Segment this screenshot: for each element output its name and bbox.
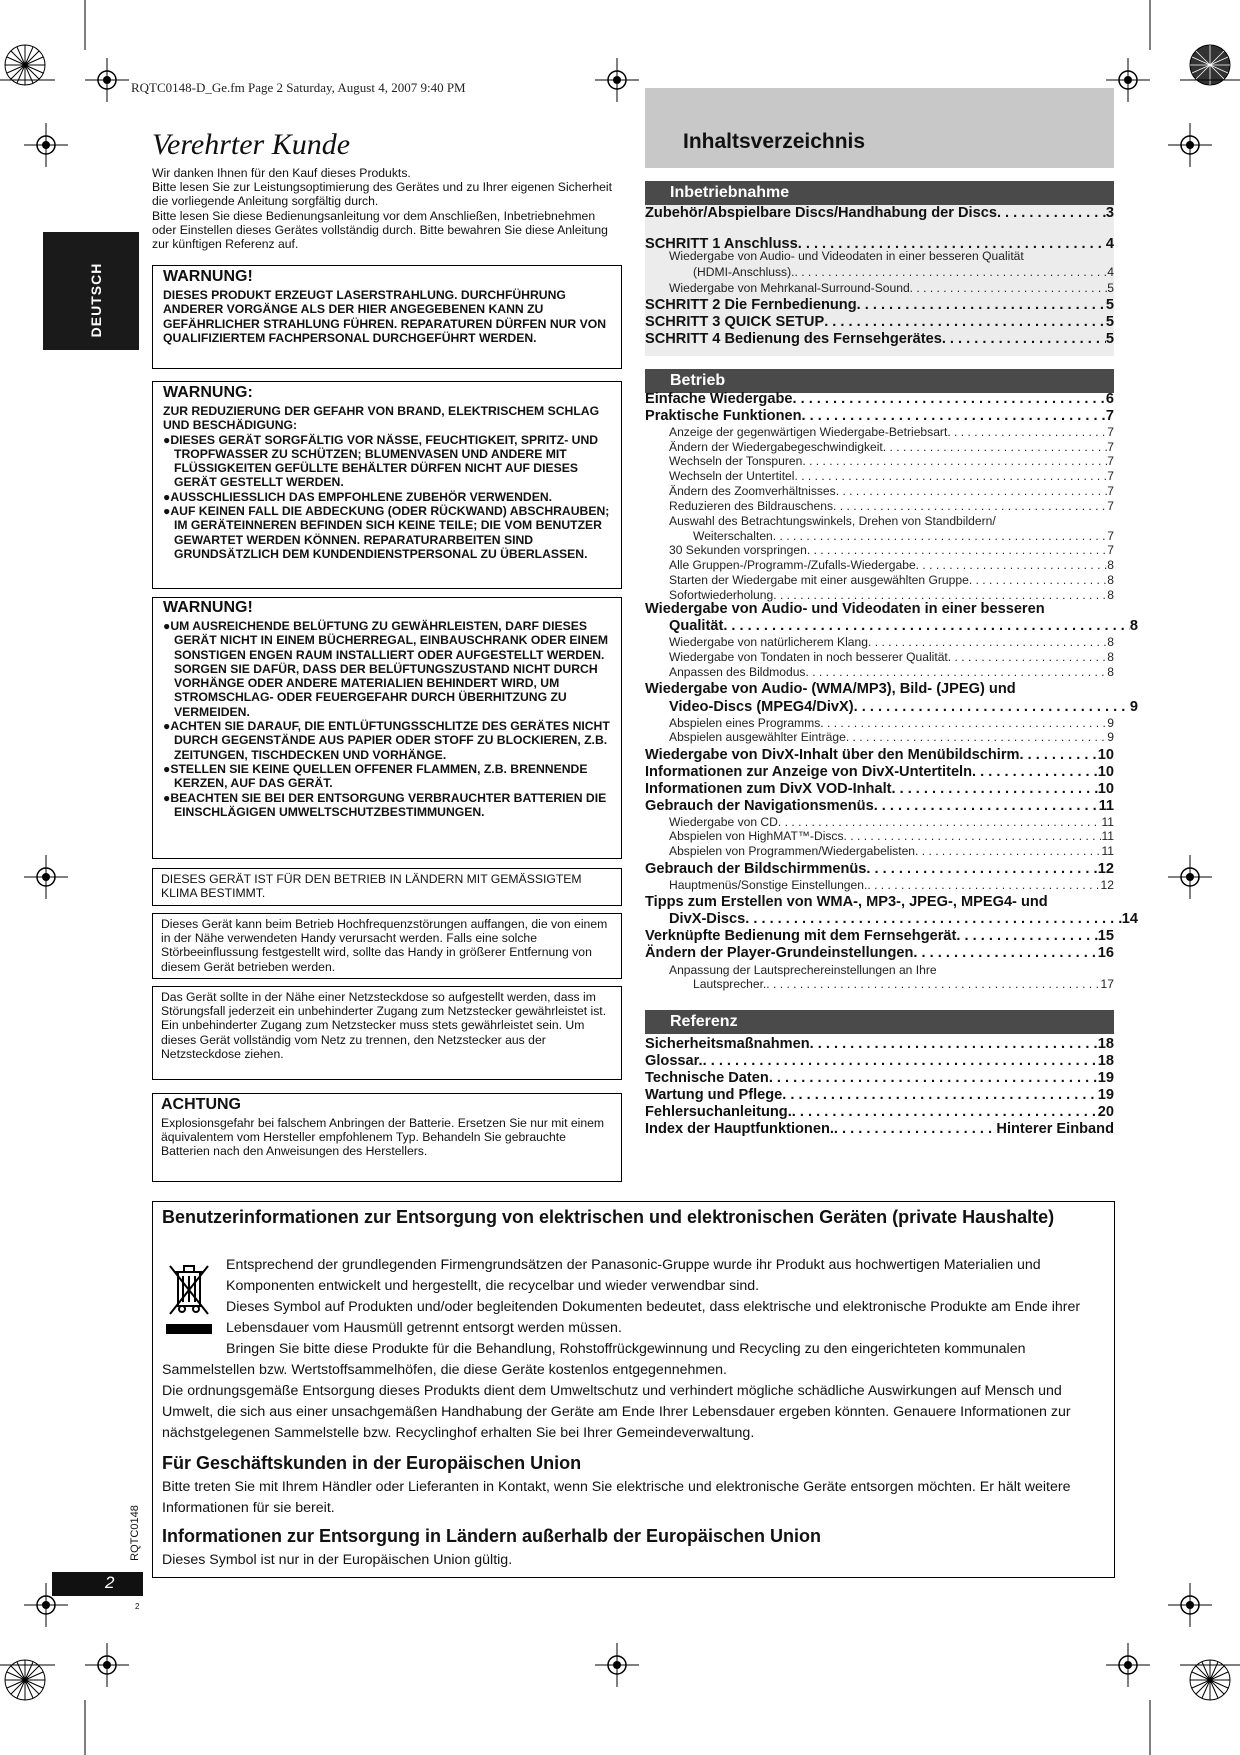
toc-leader-dots [773,588,1107,602]
toc-entry [645,894,1114,910]
toc-entry [645,331,1114,347]
page-number-bar [52,1572,143,1596]
disposal-paragraph: Entsprechend der grundlegenden Firmengrundsätzen der Panasonic-Gruppe wurde ihr Produkt aus hochwertigen Materialien und Komponenten entwickelt und hergestellt, die recycelbar und wieder verwendbar sind. [226,1257,1041,1294]
toc-page-number: 7 [1107,484,1114,498]
toc-page-number: 7 [1107,454,1114,468]
socket-note: Das Gerät sollte in der Nähe einer Netzsteckdose so aufgestellt werden, dass im Störungsfall jederzeit ein unbehinderter Zugang zum Netzstecker gewährleistet ist. [161,990,607,1019]
toc-entry-title: Abspielen von Programmen/Wiedergabelisten [669,844,916,858]
toc-page-number: 10 [1097,764,1114,780]
toc-page-number: 11 [1101,815,1114,829]
toc-entry [645,878,1114,892]
toc-entry [645,635,1114,649]
toc-header-bar [645,88,1114,168]
toc-leader-dots [773,529,1107,543]
warning-item: ●AUSSCHLIESSLICH DAS EMPFOHLENE ZUBEHÖR VERWENDEN. [163,489,553,504]
toc-page-number: 8 [1107,650,1114,664]
toc-entry-title: Anpassen des Bildmodus [669,665,806,679]
toc-page-number: 7 [1107,499,1114,513]
business-paragraph: Bitte treten Sie mit Ihrem Händler oder Lieferanten in Kontakt, wenn Sie elektrische und elektronische Geräte entsorgen möchten. Er hält weitere Informationen für sie bereit. [162,1479,1071,1516]
toc-entry-title: Wiedergabe von Audio- (WMA/MP3), Bild- (JPEG) und [645,681,1016,697]
toc-page-number: 3 [1105,205,1114,221]
toc-leader-dots [794,469,1107,483]
fire-warning-box [152,381,622,589]
toc-entry [645,454,1114,468]
toc-entry-title: Hauptmenüs/Sonstige Einstellungen. [669,878,868,892]
climate-note: DIESES GERÄT IST FÜR DEN BETRIEB IN LÄNDERN MIT GEMÄSSIGTEM KLIMA BESTIMMT. [161,872,582,901]
toc-entry-title: SCHRITT 3 QUICK SETUP [645,314,825,330]
toc-section-betrieb: Betrieb [645,369,1114,393]
toc-entry [645,730,1114,744]
toc-entry [645,963,1114,977]
toc-leader-dots [1020,747,1098,763]
toc-entry-title: SCHRITT 4 Bedienung des Fernsehgerätes [645,331,942,347]
toc-entry [645,1070,1114,1086]
toc-entry [645,747,1114,763]
toc-page-number: Hinterer Einband [996,1121,1114,1137]
toc-entry-title: Ändern der Player-Grundeinstellungen [645,945,914,961]
crossed-bin-icon [164,1262,214,1336]
toc-entry-title: Lautsprecher. [693,977,767,991]
disposal-paragraph: Die ordnungsgemäße Entsorgung dieses Produkts dient dem Umweltschutz und verhindert mögliche schädliche Auswirkungen auf Mensch und Umwelt, die sich aus einer unsachgemäßen Handhabung der Geräte am Ende Ihrer Lebensdauer ergeben könnten. Genauere Informationen zur nächstgelegenen Sammelstelle bzw. Recyclinghof erhalten Sie bei Ihrer Gemeindeverwaltung. [162,1383,1071,1441]
toc-entry-title: Alle Gruppen-/Programm-/Zufalls-Wiedergabe [669,558,916,572]
toc-page-number: 8 [1107,635,1114,649]
toc-entry [645,1087,1114,1103]
toc-entry-title: Gebrauch der Navigationsmenüs [645,798,874,814]
toc-entry [645,440,1114,454]
warning-item: ●STELLEN SIE KEINE QUELLEN OFFENER FLAMMEN, Z.B. BRENNENDE KERZEN, AUF DAS GERÄT. [163,761,588,791]
toc-page-number: 19 [1097,1087,1114,1103]
toc-page-number: 5 [1105,314,1114,330]
intro-line: Bitte lesen Sie zur Leistungsoptimierung des Gerätes und zu Ihrer eigenen Sicherheit die vorliegende Anleitung sorgfältig durch. [152,180,613,209]
toc-page-number: 8 [1107,665,1114,679]
toc-entry [645,699,1138,715]
toc-entry [645,314,1114,330]
toc-entry [645,281,1114,295]
toc-entry [645,618,1138,634]
toc-page-number: 9 [1129,699,1138,715]
toc-entry [645,391,1114,407]
toc-entry [645,844,1114,858]
toc-leader-dots [947,425,1107,439]
toc-entry [645,829,1114,843]
document-code: RQTC0148 [129,1505,141,1561]
disposal-title: Benutzerinformationen zur Entsorgung von elektrischen und elektronischen Geräten (private Haushalte) [162,1207,1055,1227]
toc-leader-dots [807,543,1107,557]
toc-page-number: 14 [1121,911,1138,927]
toc-leader-dots [916,558,1108,572]
toc-page-number: 12 [1100,878,1114,892]
toc-entry-title: DivX-Discs [669,911,746,927]
toc-entry [645,205,1114,221]
toc-entry-title: Einfache Wiedergabe [645,391,793,407]
toc-entry [645,1036,1114,1052]
warning-lead: ZUR REDUZIERUNG DER GEFAHR VON BRAND, ELEKTRISCHEM SCHLAG UND BESCHÄDIGUNG: [163,404,600,433]
toc-leader-dots [703,1053,1098,1069]
toc-leader-dots [969,573,1107,587]
toc-entry-title: Abspielen eines Programms [669,716,821,730]
toc-page-number: 7 [1107,543,1114,557]
climate-note-box [152,868,622,906]
toc-page-number: 7 [1107,440,1114,454]
toc-leader-dots [769,1070,1098,1086]
toc-entry-title: (HDMI-Anschluss). [693,265,795,279]
warning-list [163,433,611,562]
toc-entry-title: Starten der Wiedergabe mit einer ausgewählten Gruppe [669,573,969,587]
toc-entry-title: Informationen zum DivX VOD-Inhalt [645,781,892,797]
toc-section-referenz: Referenz [645,1010,1114,1034]
toc-leader-dots [836,484,1108,498]
toc-leader-dots [866,861,1097,877]
business-heading: Für Geschäftskunden in der Europäischen Union [162,1453,582,1473]
toc-entry-title: Auswahl des Betrachtungswinkels, Drehen von Standbildern/ [669,514,996,528]
caution-text: Explosionsgefahr bei falschem Anbringen der Batterie. Ersetzen Sie nur mit einem äquivalentem vom Hersteller empfohlenem Typ. Behandeln Sie gebrauchte Batterien nach den Anweisungen des Herstellers. [161,1116,605,1159]
toc-entry [645,425,1114,439]
toc-leader-dots [723,618,1130,634]
toc-entry-title: Weiterschalten [693,529,773,543]
toc-leader-dots [834,1121,997,1137]
toc-page-number: 9 [1107,730,1114,744]
toc-page-number: 15 [1097,928,1114,944]
toc-entry-title: Ändern der Wiedergabegeschwindigkeit [669,440,883,454]
toc-page-number: 11 [1101,844,1114,858]
toc-entry-title: Index der Hauptfunktionen. [645,1121,834,1137]
toc-page-number: 16 [1097,945,1114,961]
toc-page-number: 7 [1107,425,1114,439]
toc-entry-title: Abspielen ausgewählter Einträge [669,730,846,744]
toc-entry [645,543,1114,557]
toc-leader-dots [802,408,1106,424]
warning-item: ●UM AUSREICHENDE BELÜFTUNG ZU GEWÄHRLEISTEN, DARF DIESES GERÄT NICHT IN EINEM BÜCHERREGAL, EINBAUSCHRANK ODER EINEM SONSTIGEN ENGEN RAUM INSTALLIERT ODER AUFGESTELLT WERDEN. SORGEN SIE DAFÜR, DASS DER BELÜFTUNGSZUSTAND NICHT DURCH VORHÄNGE ODER ANDERE MATERIALIEN BEHINDERT WIRD, UM STROMSCHLAG- ODER FEUERGEFAHR DURCH ÜBERHITZUNG ZU VERMEIDEN. [163,619,609,719]
disposal-paragraph: Dieses Symbol auf Produkten und/oder begleitenden Dokumenten bedeutet, dass elektrische und elektronische Produkte am Ende ihrer Lebensdauer vom Hausmüll getrennt entsorgt werden müssen. [226,1299,1081,1336]
toc-entry [645,928,1114,944]
toc-entry-title: Anzeige der gegenwärtigen Wiedergabe-Betriebsart [669,425,948,439]
toc-page-number: 5 [1107,281,1114,295]
toc-entry-title: Praktische Funktionen [645,408,802,424]
toc-page-number: 7 [1105,408,1114,424]
toc-page-number: 4 [1107,265,1114,279]
toc-entry [645,249,1114,263]
toc-entry [645,529,1114,543]
warning-title: WARNUNG! [163,599,253,616]
toc-page-number: 19 [1097,1070,1114,1086]
toc-entry [645,861,1114,877]
toc-page-number: 8 [1107,573,1114,587]
toc-entry [645,514,1114,528]
toc-entry-title: Zubehör/Abspielbare Discs/Handhabung der Discs [645,205,997,221]
toc-page-number: 7 [1107,469,1114,483]
socket-note-box [152,986,622,1080]
toc-page-number: 18 [1097,1053,1114,1069]
toc-entry-title: Wechseln der Tonspuren [669,454,803,468]
toc-page-number: 11 [1101,829,1114,843]
toc-leader-dots [854,699,1130,715]
toc-entry-title: Wiedergabe von Audio- und Videodaten in einer besseren Qualität [669,249,1024,263]
toc-entry [645,1104,1114,1120]
warning-title: WARNUNG! [163,268,253,285]
toc-leader-dots [766,977,1100,991]
toc-leader-dots [883,440,1107,454]
toc-entry-title: Wiedergabe von CD [669,815,778,829]
tiny-page-mark: 2 [135,1602,140,1611]
toc-page-number: 12 [1097,861,1114,877]
intro-line: Wir danken Ihnen für den Kauf dieses Produkts. [152,166,411,180]
toc-entry-title: Qualität [669,618,724,634]
toc-entry [645,499,1114,513]
toc-entry-title: Technische Daten [645,1070,769,1086]
non-eu-heading: Informationen zur Entsorgung in Ländern außerhalb der Europäischen Union [162,1526,822,1546]
toc-entry [645,781,1114,797]
language-tab-label: DEUTSCH [88,262,104,338]
toc-entry-title: Wartung und Pflege [645,1087,783,1103]
toc-leader-dots [910,281,1108,295]
toc-leader-dots [867,878,1100,892]
toc-leader-dots [802,454,1107,468]
toc-entry-title: SCHRITT 1 Anschluss [645,236,798,252]
toc-entry [645,588,1114,602]
toc-page-number: 11 [1098,798,1114,814]
toc-leader-dots [868,635,1107,649]
toc-leader-dots [833,499,1107,513]
toc-leader-dots [997,205,1106,221]
toc-entry-title: Video-Discs (MPEG4/DivX) [669,699,854,715]
toc-entry [645,764,1114,780]
ventilation-warning-box [152,597,622,859]
toc-leader-dots [820,716,1107,730]
toc-entry [645,601,1114,617]
toc-entry-title: Ändern des Zoomverhältnisses [669,484,836,498]
toc-entry [645,977,1114,991]
toc-section-inbetriebnahme: Inbetriebnahme [645,181,1114,205]
salutation-heading: Verehrter Kunde [152,128,351,161]
toc-entry [645,665,1114,679]
intro-line: Bitte lesen Sie diese Bedienungsanleitung vor dem Anschließen, Inbetriebnehmen oder Einstellen dieses Gerätes vollständig durch. Bitte bewahren Sie diese Anleitung zur künftigen Referenz auf. [152,208,608,252]
toc-page-number: 5 [1105,331,1114,347]
intro-text [152,166,622,251]
toc-leader-dots [824,314,1106,330]
toc-page-number: 6 [1105,391,1114,407]
toc-page-number: 7 [1107,529,1114,543]
page-number: 2 [105,1573,115,1592]
toc-page-number: 10 [1097,781,1114,797]
toc-title: Inhaltsverzeichnis [683,130,866,153]
toc-entry [645,573,1114,587]
laser-warning-box [152,265,622,369]
file-header: RQTC0148-D_Ge.fm Page 2 Saturday, August 4, 2007 9:40 PM [131,80,466,95]
toc-entry [645,558,1114,572]
toc-entry-title: Wiedergabe von DivX-Inhalt über den Menübildschirm [645,747,1020,763]
toc-page-number: 8 [1107,558,1114,572]
toc-leader-dots [857,297,1106,313]
disposal-paragraph: Bringen Sie bitte diese Produkte für die Behandlung, Rohstoffrückgewinnung und Recycling zu den eingerichteten kommunalen Sammelstellen bzw. Wertstoffsammelhöfen, die diese Geräte kostenlos entgegennehmen. [162,1341,1026,1378]
warning-item: ●ACHTEN SIE DARAUF, DIE ENTLÜFTUNGSSCHLITZE DES GERÄTES NICHT DURCH GEGENSTÄNDE AUS PAPIER ODER STOFF ZU BLOCKIEREN, Z.B. ZEITUNGEN, TISCHDECKEN UND VORHÄNGE. [163,719,610,762]
toc-entry-title: Verknüpfte Bedienung mit dem Fernsehgerät [645,928,957,944]
toc-entry [645,297,1114,313]
toc-leader-dots [972,764,1098,780]
warning-title: WARNUNG: [163,384,253,401]
toc-page-number: 5 [1105,297,1114,313]
toc-entry-title: Wiedergabe von natürlicherem Klang [669,635,868,649]
toc-entry-title: Sicherheitsmaßnahmen [645,1036,810,1052]
non-eu-paragraph: Dieses Symbol ist nur in der Europäischen Union gültig. [162,1552,513,1568]
toc-entry [645,798,1114,814]
socket-note: Ein unbehinderter Zugang zum Netzstecker muss stets gewährleistet sein. Um dieses Gerät vollständig vom Netz zu trennen, den Netzstecker aus der Netzsteckdose ziehen. [161,1018,585,1061]
toc-page-number: 9 [1107,716,1114,730]
toc-entry [645,484,1114,498]
toc-entry [645,650,1114,664]
toc-page-number: 8 [1129,618,1138,634]
toc-entry [645,681,1114,697]
toc-entry-title: Gebrauch der Bildschirmmenüs [645,861,867,877]
warning-list [163,619,611,819]
warning-item: ●DIESES GERÄT SORGFÄLTIG VOR NÄSSE, FEUCHTIGKEIT, SPRITZ- UND TROPFWASSER ZU SCHÜTZEN; BLUMENVASEN UND ANDERE MIT FLÜSSIGKEITEN GEFÜLLTE BEHÄLTER DÜRFEN NICHT AUF DIESES GERÄT GESTELLT WERDEN. [163,432,599,490]
toc-entry [645,408,1114,424]
toc-page-number: 17 [1100,977,1114,991]
rf-note-box [152,913,622,979]
toc-entry-title: Anpassung der Lautsprechereinstellungen an Ihre [669,963,937,977]
toc-leader-dots [782,1087,1097,1103]
toc-leader-dots [745,911,1122,927]
toc-entry-title: Wechseln der Untertitel [669,469,795,483]
toc-entry-title: Wiedergabe von Audio- und Videodaten in einer besseren [645,601,1045,617]
toc-leader-dots [874,798,1099,814]
toc-entry [645,1121,1114,1137]
toc-leader-dots [956,928,1097,944]
toc-entry-title: SCHRITT 2 Die Fernbedienung [645,297,857,313]
toc-entry [645,1053,1114,1069]
toc-entry-title: Sofortwiederholung [669,588,774,602]
toc-entry-title: Fehlersuchanleitung. [645,1104,792,1120]
toc-page-number: 20 [1097,1104,1114,1120]
caution-title: ACHTUNG [161,1096,241,1113]
toc-entry [645,911,1138,927]
toc-leader-dots [778,815,1102,829]
toc-leader-dots [792,1104,1098,1120]
toc-entry [645,265,1114,279]
toc-leader-dots [810,1036,1098,1052]
toc-leader-dots [942,331,1106,347]
toc-leader-dots [792,391,1105,407]
toc-entry-title: Wiedergabe von Tondaten in noch besserer Qualität [669,650,948,664]
toc-leader-dots [794,265,1107,279]
toc-entry [645,469,1114,483]
toc-leader-dots [948,650,1107,664]
rf-note: Dieses Gerät kann beim Betrieb Hochfrequenzstörungen auffangen, die von einem in der Nähe verwendeten Handy verursacht werden. Falls eine solche Störbeeinflussung festgestellt wird, sollte das Handy in größerer Entfernung von diesem Gerät betrieben werden. [161,917,608,974]
toc-page-number: 4 [1105,236,1114,252]
toc-leader-dots [891,781,1097,797]
toc-entry-title: Reduzieren des Bildrauschens [669,499,834,513]
caution-box [152,1093,622,1182]
toc-entry-title: Glossar. [645,1053,703,1069]
toc-entry-title: Informationen zur Anzeige von DivX-Untertiteln [645,764,973,780]
toc-leader-dots [913,945,1097,961]
warning-item: ●AUF KEINEN FALL DIE ABDECKUNG (ODER RÜCKWAND) ABSCHRAUBEN; IM GERÄTEINNEREN BEFINDEN SICH KEINE TEILE; DIE VOM BENUTZER GEWARTET WERDEN KÖNNEN. REPARATURARBEITEN SIND GRUNDSÄTZLICH DEM KUNDENDIENSTPERSONAL ZU ÜBERLASSEN. [163,504,610,561]
warning-item: ●BEACHTEN SIE BEI DER ENTSORGUNG VERBRAUCHTER BATTERIEN DIE EINSCHLÄGIGEN UMWELTSCHUTZBESTIMMUNGEN. [163,790,607,819]
toc-leader-dots [805,665,1107,679]
toc-leader-dots [844,829,1102,843]
toc-entry-title: Abspielen von HighMAT™-Discs [669,829,844,843]
toc-entry [645,815,1114,829]
toc-page-number: 10 [1097,747,1114,763]
toc-entry-title: Tipps zum Erstellen von WMA-, MP3-, JPEG-, MPEG4- und [645,894,1048,910]
toc-entry-title: Wiedergabe von Mehrkanal-Surround-Sound [669,281,910,295]
toc-leader-dots [846,730,1107,744]
toc-page-number: 18 [1097,1036,1114,1052]
toc-entry [645,945,1114,961]
toc-page-number: 8 [1107,588,1114,602]
toc-leader-dots [915,844,1101,858]
toc-entry-title: 30 Sekunden vorspringen [669,543,807,557]
toc-entry [645,716,1114,730]
warning-text: DIESES PRODUKT ERZEUGT LASERSTRAHLUNG. DURCHFÜHRUNG ANDERER VORGÄNGE ALS DER HIER ANGEGEBENEN KANN ZU GEFÄHRLICHER STRAHLUNG FÜHREN. REPARATUREN DÜRFEN NUR VON QUALIFIZIERTEM FACHPERSONAL DURCHGEFÜHRT WERDEN. [163,288,607,345]
